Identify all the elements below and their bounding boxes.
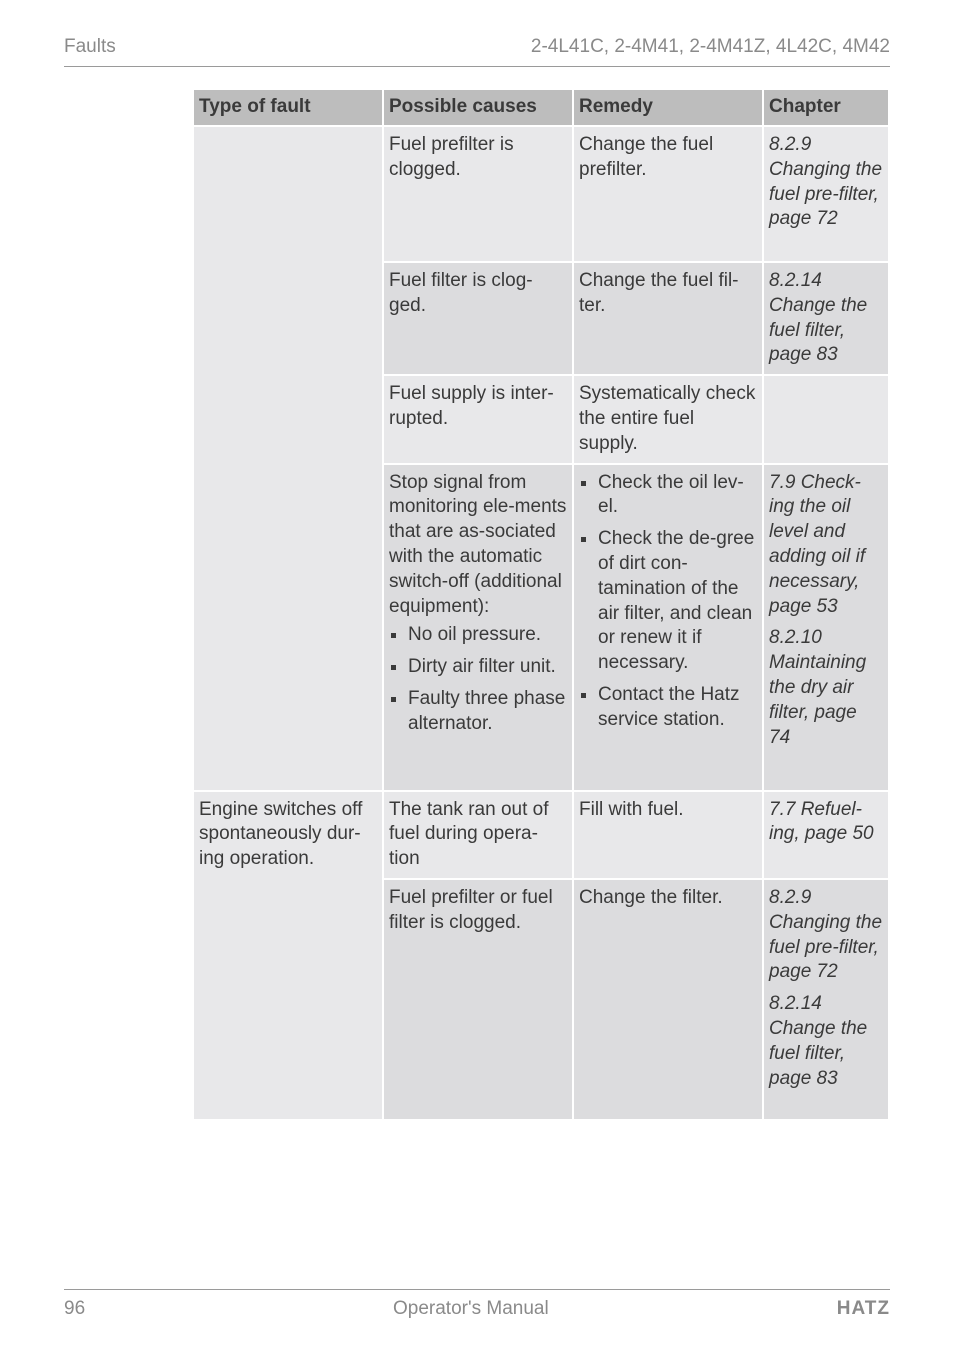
chapter-link[interactable]: 8.2.9 Changing the fuel pre-filter, page 72: [769, 886, 883, 983]
chapter-cell: [764, 376, 888, 462]
list-item: Check the de-gree of dirt con-tamination of the air filter, and clean or renew it if necessary.: [579, 527, 757, 676]
cause-cell: Fuel prefilter is clogged.: [384, 127, 572, 261]
remedy-cell: Change the fuel prefilter.: [574, 127, 762, 261]
faults-table: [192, 88, 890, 1121]
chapter-link[interactable]: 8.2.10 Maintaining the dry air filter, page 74: [769, 627, 867, 748]
cause-cell: Fuel filter is clog-ged.: [384, 263, 572, 374]
table-header-row: [194, 90, 888, 125]
page-header: [64, 36, 890, 67]
cause-cell: The tank ran out of fuel during opera-tion: [384, 792, 572, 878]
chapter-link[interactable]: 8.2.14 Change the fuel filter, page 83: [769, 993, 868, 1089]
remedy-list: [579, 471, 757, 733]
cause-text: Stop signal from monitoring ele-ments that are as-sociated with the automatic switch-off (additional equipment):: [389, 471, 567, 617]
remedy-cell: [574, 465, 762, 790]
manual-title: Operator's Manual: [393, 1298, 549, 1319]
chapter-link[interactable]: 7.7 Refuel-ing, page 50: [764, 792, 888, 878]
chapter-cell: [764, 465, 888, 790]
cause-list: [389, 623, 567, 736]
remedy-cell: Systematically check the entire fuel supply.: [574, 376, 762, 462]
remedy-cell: Fill with fuel.: [574, 792, 762, 878]
table-row: [194, 127, 888, 261]
fault-cell: Engine switches off spontaneously dur-ing operation.: [194, 792, 382, 1119]
remedy-cell: Change the filter.: [574, 880, 762, 1119]
list-item: Faulty three phase alternator.: [389, 687, 567, 737]
table-row: [194, 792, 888, 878]
fault-cell-continued: [194, 127, 382, 790]
page-footer: [64, 1289, 890, 1330]
list-item: Dirty air filter unit.: [389, 655, 567, 680]
section-title: Faults: [64, 36, 116, 57]
column-header-fault: Type of fault: [194, 90, 382, 125]
list-item: Check the oil lev-el.: [579, 471, 757, 521]
column-header-causes: Possible causes: [384, 90, 572, 125]
column-header-chapter: Chapter: [764, 90, 888, 125]
chapter-link[interactable]: 8.2.9 Changing the fuel pre-filter, page 72: [764, 127, 888, 261]
chapter-cell: [764, 880, 888, 1119]
engine-models: 2-4L41C, 2-4M41, 2-4M41Z, 4L42C, 4M42: [530, 36, 890, 57]
chapter-link[interactable]: 8.2.14 Change the fuel filter, page 83: [764, 263, 888, 374]
brand-logo: HATZ: [836, 1298, 890, 1319]
cause-cell: Fuel prefilter or fuel filter is clogged.: [384, 880, 572, 1119]
column-header-remedy: Remedy: [574, 90, 762, 125]
page-number: 96: [64, 1298, 86, 1319]
list-item: No oil pressure.: [389, 623, 567, 648]
cause-cell: Fuel supply is inter-rupted.: [384, 376, 572, 462]
cause-cell: [384, 465, 572, 790]
chapter-link[interactable]: 7.9 Check-ing the oil level and adding oil if necessary, page 53: [769, 471, 866, 617]
list-item: Contact the Hatz service station.: [579, 683, 757, 733]
remedy-cell: Change the fuel fil-ter.: [574, 263, 762, 374]
